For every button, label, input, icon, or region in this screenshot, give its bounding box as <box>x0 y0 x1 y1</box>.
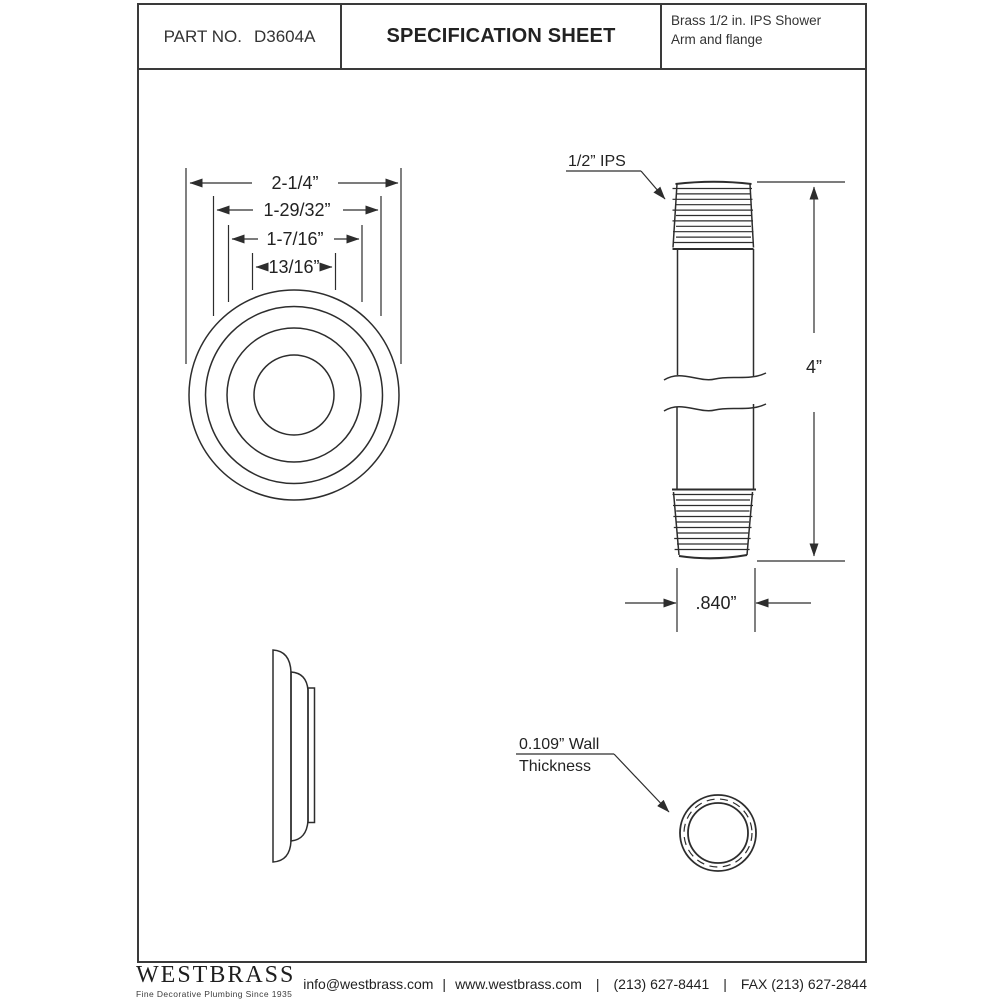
separator: | <box>595 976 600 992</box>
flange-side-view <box>273 650 315 862</box>
thread-size-label: 1/2” IPS <box>568 153 626 170</box>
flange-circle-third <box>227 328 361 462</box>
tube-dashed-circle <box>684 799 752 867</box>
pipe-bottom-edge <box>679 555 747 558</box>
shower-arm-view <box>566 153 845 632</box>
tube-outer-circle <box>680 795 756 871</box>
contact-info <box>303 976 867 992</box>
flange-profile-stub <box>308 688 315 823</box>
part-no-label: PART NO. <box>163 26 242 46</box>
break-line-lower <box>664 404 766 411</box>
sheet-title: SPECIFICATION SHEET <box>386 25 616 47</box>
leader-arrow <box>641 171 665 199</box>
break-line-upper <box>664 373 766 380</box>
pipe-body-lower <box>677 404 754 489</box>
wall-thickness-detail <box>516 736 756 871</box>
tube-inner-circle <box>688 803 748 863</box>
flange-profile-outer <box>273 650 291 862</box>
contact-fax: FAX (213) 627-2844 <box>740 976 867 992</box>
brand-name: WESTBRASS <box>136 962 296 988</box>
diameter-label: .840” <box>695 593 737 613</box>
flange-circle-inner <box>254 355 334 435</box>
contact-website: www.westbrass.com <box>455 976 582 992</box>
part-no-value: D3604A <box>253 26 316 46</box>
bottom-thread-ridges <box>673 495 754 550</box>
flange-circle-outer <box>189 290 399 500</box>
dim-label-outer: 2-1/4” <box>271 173 319 193</box>
contact-phone: (213) 627-8441 <box>613 976 710 992</box>
flange-profile-middle <box>291 672 308 841</box>
dim-label-second: 1-29/32” <box>263 200 331 220</box>
pipe-top-edge <box>676 182 752 184</box>
leader-arrow <box>614 754 669 812</box>
separator: | <box>723 976 727 992</box>
pipe-body-upper <box>678 249 754 377</box>
wall-thickness-label-line1: 0.109” Wall <box>519 736 600 753</box>
product-description: Brass 1/2 in. IPS Shower Arm and flange <box>671 13 822 47</box>
dim-label-third: 1-7/16” <box>266 229 324 249</box>
flange-front-view <box>186 168 401 500</box>
top-thread-ridges <box>673 189 754 243</box>
brand-logo <box>136 962 296 1000</box>
contact-email: info@westbrass.com <box>303 976 434 992</box>
length-label: 4” <box>805 357 823 377</box>
dim-label-inner: 13/16” <box>268 257 320 277</box>
brand-tagline: Fine Decorative Plumbing Since 1935 <box>136 989 293 1000</box>
bottom-thread-sides <box>674 492 753 555</box>
wall-thickness-label-line2: Thickness <box>519 758 592 775</box>
separator: | <box>442 976 447 992</box>
flange-circle-second <box>206 307 383 484</box>
